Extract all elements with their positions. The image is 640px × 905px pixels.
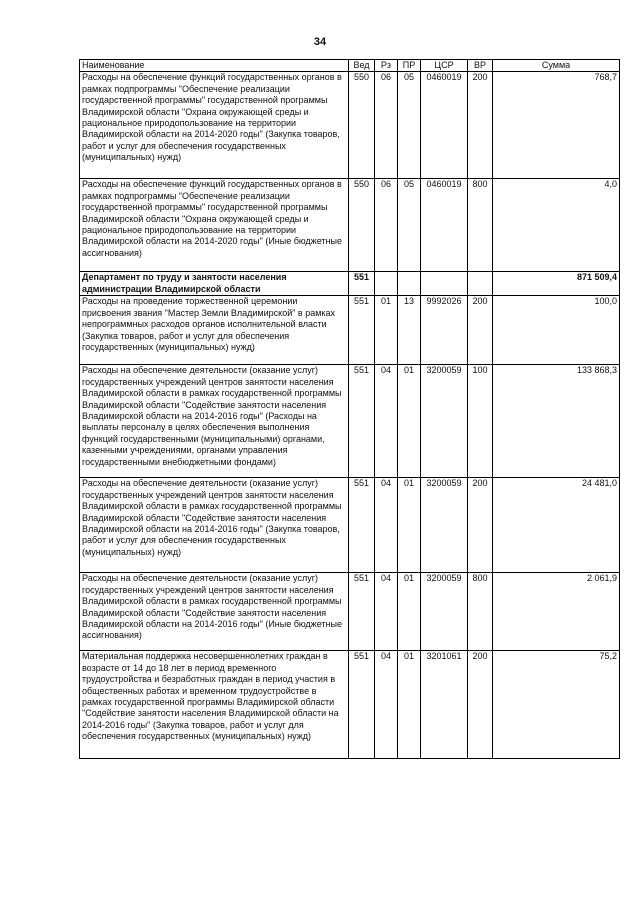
table-cell-vr: 100 — [468, 365, 493, 478]
header-pr: ПР — [398, 60, 421, 72]
table-row — [80, 365, 620, 478]
header-ved: Вед — [349, 60, 375, 72]
table-cell-name: Расходы на обеспечение деятельности (оказание услуг) государственных учреждений центров занятости населения Владимирской области в рамках государственной программы Владимирской области "Содействие занятости населения Владимирской области на 2014-2016 годы" (Расходы на выплаты персоналу в целях обеспечения выполнения функций государственными (муниципальными) органами, казенными учреждениями, органами управления государственными внебюджетными фондами) — [80, 365, 349, 478]
table-cell-sum: 768,7 — [493, 72, 620, 179]
table-cell-csr: 9992026 — [421, 296, 468, 365]
header-name: Наименование — [80, 60, 349, 72]
table-cell-csr: 0460019 — [421, 72, 468, 179]
table-cell-vr: 200 — [468, 72, 493, 179]
table-cell-ved: 550 — [349, 179, 375, 272]
table-cell-pr: 01 — [398, 573, 421, 651]
table-row — [80, 573, 620, 651]
table-cell-csr: 3200059 — [421, 573, 468, 651]
header-csr: ЦСР — [421, 60, 468, 72]
table-cell-name: Расходы на проведение торжественной церемонии присвоения звания "Мастер Земли Владимирской" в рамках непрограммных расходов органов исполнительной власти (Закупка товаров, работ и услуг для обеспечения государственных (муниципальных) нужд) — [80, 296, 349, 365]
table-cell-rz: 01 — [375, 296, 398, 365]
table-row — [80, 272, 620, 296]
table-cell-vr — [468, 272, 493, 296]
page-number: 34 — [313, 36, 327, 48]
table-cell-vr: 200 — [468, 296, 493, 365]
header-rz: Рз — [375, 60, 398, 72]
table-cell-rz: 06 — [375, 72, 398, 179]
table-row — [80, 651, 620, 759]
table-cell-pr — [398, 272, 421, 296]
table-cell-ved: 551 — [349, 272, 375, 296]
table-row — [80, 179, 620, 272]
table-cell-rz: 04 — [375, 651, 398, 759]
table-cell-sum: 2 061,9 — [493, 573, 620, 651]
table-cell-name: Расходы на обеспечение деятельности (оказание услуг) государственных учреждений центров занятости населения Владимирской области в рамках государственной программы Владимирской области "Содействие занятости населения Владимирской области на 2014-2016 годы" (Иные бюджетные ассигнования) — [80, 573, 349, 651]
table-cell-pr: 05 — [398, 72, 421, 179]
table-cell-csr: 3200059 — [421, 478, 468, 573]
table-cell-rz: 06 — [375, 179, 398, 272]
table-header-row — [80, 60, 620, 72]
table-cell-sum: 100,0 — [493, 296, 620, 365]
table-cell-pr: 05 — [398, 179, 421, 272]
table-cell-pr: 01 — [398, 478, 421, 573]
table-cell-rz: 04 — [375, 478, 398, 573]
table-cell-csr: 3201061 — [421, 651, 468, 759]
table-cell-ved: 551 — [349, 573, 375, 651]
budget-table — [79, 59, 620, 759]
table-cell-csr: 3200059 — [421, 365, 468, 478]
table-cell-pr: 13 — [398, 296, 421, 365]
table-cell-csr — [421, 272, 468, 296]
table-cell-vr: 200 — [468, 478, 493, 573]
table-row — [80, 478, 620, 573]
table-cell-ved: 550 — [349, 72, 375, 179]
table-row — [80, 296, 620, 365]
table-cell-ved: 551 — [349, 296, 375, 365]
table-cell-name: Расходы на обеспечение деятельности (оказание услуг) государственных учреждений центров занятости населения Владимирской области в рамках государственной программы Владимирской области "Содействие занятости населения Владимирской области на 2014-2016 годы" (Закупка товаров, работ и услуг для обеспечения государственных (муниципальных) нужд) — [80, 478, 349, 573]
table-cell-pr: 01 — [398, 651, 421, 759]
table-cell-name: Материальная поддержка несовершеннолетних граждан в возрасте от 14 до 18 лет в период временного трудоустройства и безработных граждан в период участия в общественных работах и временном трудоустройстве в рамках государственной программы Владимирской области "Содействие занятости населения Владимирской области на 2014-2016 годы" (Закупка товаров, работ и услуг для обеспечения государственных (муниципальных) нужд) — [80, 651, 349, 759]
table-cell-name: Департамент по труду и занятости населения администрации Владимирской области — [80, 272, 349, 296]
table-cell-sum: 24 481,0 — [493, 478, 620, 573]
table-cell-csr: 0460019 — [421, 179, 468, 272]
table-cell-rz: 04 — [375, 365, 398, 478]
table-cell-rz: 04 — [375, 573, 398, 651]
table-cell-ved: 551 — [349, 478, 375, 573]
table-cell-ved: 551 — [349, 365, 375, 478]
table-cell-sum: 75,2 — [493, 651, 620, 759]
table-cell-sum: 871 509,4 — [493, 272, 620, 296]
table-cell-vr: 800 — [468, 573, 493, 651]
header-vr: ВР — [468, 60, 493, 72]
table-cell-vr: 800 — [468, 179, 493, 272]
table-cell-vr: 200 — [468, 651, 493, 759]
table-cell-sum: 4,0 — [493, 179, 620, 272]
table-cell-rz — [375, 272, 398, 296]
table-cell-pr: 01 — [398, 365, 421, 478]
table-cell-name: Расходы на обеспечение функций государственных органов в рамках подпрограммы "Обеспечение реализации государственной программы" государственной программы Владимирской области "Охрана окружающей среды и рациональное природопользование на территории Владимирской области на 2014-2020 годы" (Закупка товаров, работ и услуг для обеспечения государственных (муниципальных) нужд) — [80, 72, 349, 179]
table-cell-sum: 133 868,3 — [493, 365, 620, 478]
table-cell-name: Расходы на обеспечение функций государственных органов в рамках подпрограммы "Обеспечение реализации государственной программы" государственной программы Владимирской области "Охрана окружающей среды и рациональное природопользование на территории Владимирской области на 2014-2020 годы" (Иные бюджетные ассигнования) — [80, 179, 349, 272]
table-cell-ved: 551 — [349, 651, 375, 759]
table-row — [80, 72, 620, 179]
header-sum: Сумма — [493, 60, 620, 72]
